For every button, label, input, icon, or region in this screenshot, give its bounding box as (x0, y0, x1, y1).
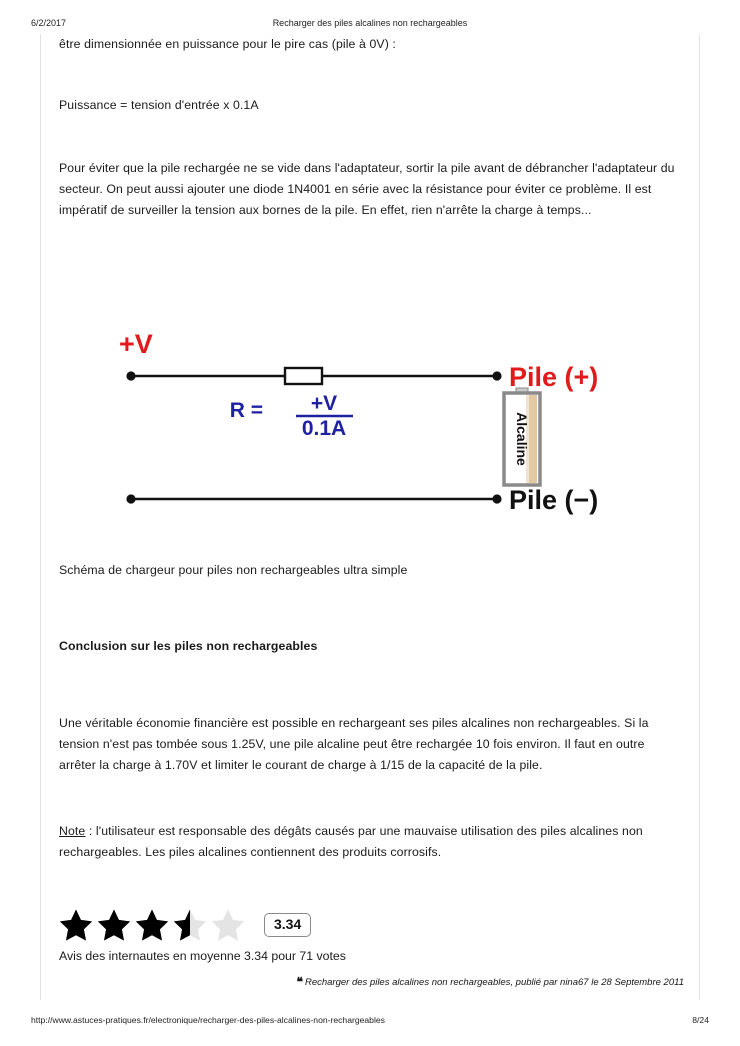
print-header-title: Recharger des piles alcalines non rechargeables (272, 18, 468, 28)
formula-numerator: +V (310, 392, 338, 415)
print-footer-page-number: 8/24 (692, 1015, 709, 1025)
note-label: Note (59, 824, 86, 838)
rating-score-badge: 3.34 (264, 913, 311, 937)
spacer (59, 776, 684, 821)
star-icon-filled-2[interactable] (96, 907, 132, 943)
terminal-dot-battery-negative (492, 494, 501, 503)
print-footer-url: http://www.astuces-pratiques.fr/electronique/recharger-des-piles-alcalines-non-rechargeables (31, 1015, 385, 1025)
label-battery-positive: Pile (+) (509, 362, 599, 392)
label-supply-positive: +V (119, 329, 153, 359)
star-icon-filled-3[interactable] (134, 907, 170, 943)
battery-symbol (504, 388, 540, 485)
resistor-value-formula (230, 392, 353, 440)
quote-icon: ❝ (296, 975, 302, 989)
attribution-text: Recharger des piles alcalines non rechargeables, publié par nina67 le 28 Septembre 2011 (304, 977, 684, 988)
note-body: : l'utilisateur est responsable des dégâts causés par une mauvaise utilisation des piles alcalines non rechargeables. Les piles alcalines contiennent des produits corrosifs. (59, 824, 643, 859)
battery-label: Alcaline (514, 412, 530, 466)
caption-schema: Schéma de chargeur pour piles non rechargeables ultra simple (59, 563, 408, 577)
terminal-dot-input-positive (126, 371, 135, 380)
terminal-dot-battery-positive (492, 371, 501, 380)
spacer (59, 116, 684, 158)
heading-conclusion: Conclusion sur les piles non rechargeables (59, 639, 318, 653)
formula-r-equals: R = (229, 399, 263, 422)
circuit-schematic-diagram (85, 325, 625, 525)
spacer (59, 657, 684, 713)
rating-votes-text: Avis des internautes en moyenne 3.34 pour 71 votes (59, 949, 346, 963)
print-header (0, 18, 740, 32)
article-attribution (0, 975, 684, 989)
star-icon-filled-1[interactable] (58, 907, 94, 943)
print-footer (0, 1015, 740, 1029)
terminal-dot-input-negative (126, 494, 135, 503)
spacer (59, 581, 684, 636)
formula-denominator: 0.1A (301, 417, 347, 440)
resistor-symbol (285, 368, 322, 384)
paragraph-intro: être dimensionnée en puissance pour le pire cas (pile à 0V) : (59, 37, 396, 51)
paragraph-power-formula: Puissance = tension d'entrée x 0.1A (59, 98, 259, 112)
article-content (59, 34, 684, 221)
paragraph-note (59, 821, 684, 863)
star-icon-half[interactable] (172, 907, 208, 943)
paragraph-warning: Pour éviter que la pile rechargée ne se vide dans l'adaptateur, sortir la pile avant de débrancher l'adaptateur du secteur. On peut aussi ajouter une diode 1N4001 en série avec la résistance pour éviter ce problème. Il est impératif de surveiller la tension aux bornes de la pile. En effet, rien n'arrête la charge à temps... (59, 161, 675, 217)
rating-widget[interactable] (58, 906, 311, 944)
paragraph-conclusion: Une véritable économie financière est possible en rechargeant ses piles alcalines non rechargeables. Si la tension n'est pas tombée sous 1.25V, une pile alcaline peut être rechargée 10 fois environ. Il faut en outre arrêter la charge à 1.70V et limiter le courant de charge à 1/15 de la capacité de la pile. (59, 716, 649, 772)
print-header-date: 6/2/2017 (31, 18, 67, 28)
spacer (59, 55, 684, 95)
star-icon-empty[interactable] (210, 907, 246, 943)
article-content-lower (59, 560, 684, 863)
label-battery-negative: Pile (−) (509, 485, 599, 515)
